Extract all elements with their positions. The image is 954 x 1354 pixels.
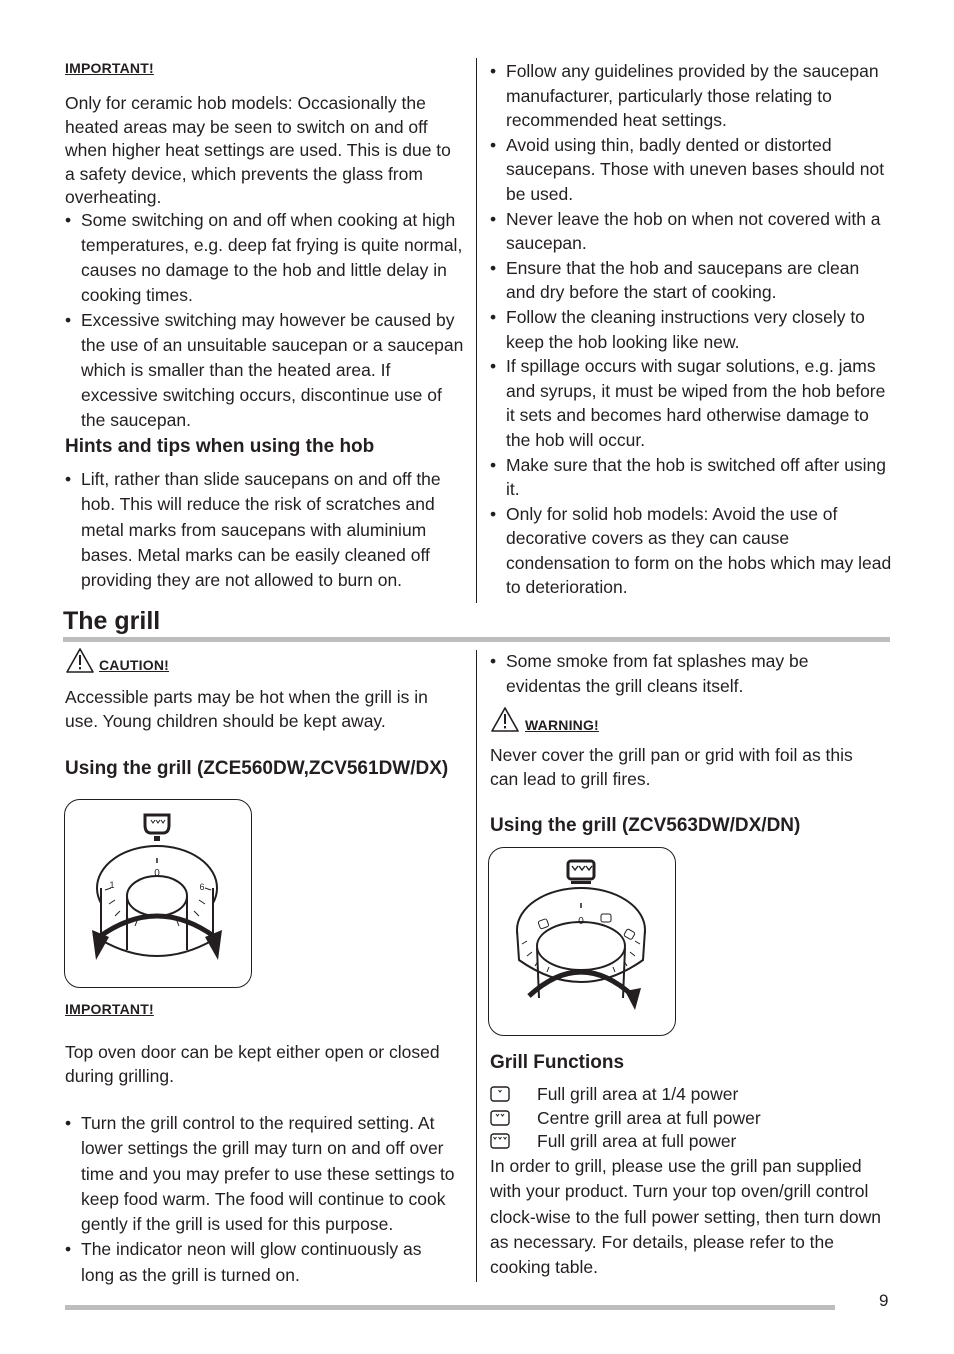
list-item: • Some smoke from fat splashes may be evidentas the grill cleans itself. — [490, 649, 885, 699]
function-label: Full grill area at 1/4 power — [537, 1084, 739, 1104]
list-item: • Excessive switching may however be caused by the use of an unsuitable saucepan or a saucepan which is smaller than the heated area. If excessive switching occurs, discontinue use of the saucepan. — [65, 308, 467, 433]
page-number: 9 — [879, 1291, 889, 1310]
dial-label-zero: 0 — [578, 916, 584, 927]
warning-triangle-icon — [65, 647, 95, 674]
list-item — [490, 1107, 890, 1131]
function-label: Full grill area at full power — [537, 1131, 737, 1151]
caution-text: Accessible parts may be hot when the grill is in use. Young children should be kept away. — [65, 687, 428, 731]
caution-label: CAUTION! — [99, 657, 170, 673]
warning-text: Never cover the grill pan or grid with foil as this can lead to grill fires. — [490, 745, 853, 789]
column-divider — [476, 650, 477, 1282]
list-item: • Some switching on and off when cooking at high temperatures, e.g. deep fat frying is quite normal, causes no damage to the hob and little delay in cooking times. — [65, 208, 467, 308]
list-item: • Ensure that the hob and saucepans are clean and dry before the start of cooking. — [490, 256, 892, 305]
important-label: IMPORTANT! — [65, 60, 154, 76]
grill-list-left — [65, 1111, 457, 1288]
using-grill-heading-1: Using the grill (ZCE560DW,ZCV561DW/DX) — [65, 758, 449, 779]
smoke-list — [490, 649, 885, 699]
quarter-grill-icon — [490, 1086, 510, 1102]
hints-heading: Hints and tips when using the hob — [65, 436, 375, 457]
ceramic-note: Only for ceramic hob models: Occasionally the heated areas may be seen to switch on and off when higher heat settings are used. This is due to a safety device, which prevents the glass from overheating. — [65, 93, 451, 207]
grill-control-diagram-1 — [64, 799, 252, 988]
warning-triangle-icon — [490, 706, 520, 733]
dial-label-zero: 0 — [154, 868, 160, 879]
footer-rule — [65, 1305, 835, 1310]
important-label: IMPORTANT! — [65, 1001, 154, 1017]
list-item — [490, 1083, 890, 1107]
list-item: • Follow the cleaning instructions very closely to keep the hob looking like new. — [490, 305, 892, 354]
hints-list-left — [65, 467, 467, 593]
full-grill-icon — [490, 1133, 510, 1149]
grill-functions-list — [490, 1083, 890, 1154]
list-item — [490, 1130, 890, 1154]
column-divider — [476, 58, 477, 603]
list-item: • Make sure that the hob is switched off after using it. — [490, 453, 892, 502]
grill-functions-heading: Grill Functions — [490, 1052, 625, 1073]
list-item: • Never leave the hob on when not covered with a saucepan. — [490, 207, 892, 256]
using-grill-heading-2: Using the grill (ZCV563DW/DX/DN) — [490, 815, 801, 836]
list-item: • The indicator neon will glow continuously as long as the grill is turned on. — [65, 1237, 457, 1288]
grill-instructions: In order to grill, please use the grill pan supplied with your product. Turn your top oven/grill control clock-wise to the full power setting, then turn down as necessary. For details, please refer to the cooking table. — [490, 1156, 882, 1278]
function-label: Centre grill area at full power — [537, 1107, 761, 1128]
dial-label-six: 6 — [199, 882, 205, 892]
section-rule — [63, 637, 890, 642]
grill-symbol-icon — [145, 815, 169, 841]
list-item: • Follow any guidelines provided by the saucepan manufacturer, particularly those relating to recommended heat settings. — [490, 59, 892, 133]
dial-label-one: 1 — [109, 880, 115, 890]
hints-list-right — [490, 59, 892, 600]
list-item: • Turn the grill control to the required setting. At lower settings the grill may turn on and off over time and you may prefer to use these settings to keep food warm. The food will continue to cook gently if the grill is used for this purpose. — [65, 1111, 457, 1237]
list-item: • Avoid using thin, badly dented or distorted saucepans. Those with uneven bases should not be used. — [490, 133, 892, 207]
grill-symbol-icon — [568, 861, 594, 884]
list-item: • Only for solid hob models: Avoid the use of decorative covers as they can cause condensation to form on the hobs which may lead to deterioration. — [490, 502, 892, 600]
door-note: Top oven door can be kept either open or closed during grilling. — [65, 1042, 440, 1086]
warning-label: WARNING! — [525, 717, 599, 733]
section-title: The grill — [63, 607, 161, 635]
grill-control-diagram-2 — [488, 847, 676, 1036]
list-item: • If spillage occurs with sugar solutions, e.g. jams and syrups, it must be wiped from the hob before it sets and becomes hard otherwise damage to the hob will occur. — [490, 354, 892, 452]
switching-list — [65, 208, 467, 433]
centre-grill-icon — [490, 1110, 510, 1126]
list-item: • Lift, rather than slide saucepans on and off the hob. This will reduce the risk of scratches and metal marks from saucepans with aluminium bases. Metal marks can be easily cleaned off providing they are not allowed to burn on. — [65, 467, 467, 593]
